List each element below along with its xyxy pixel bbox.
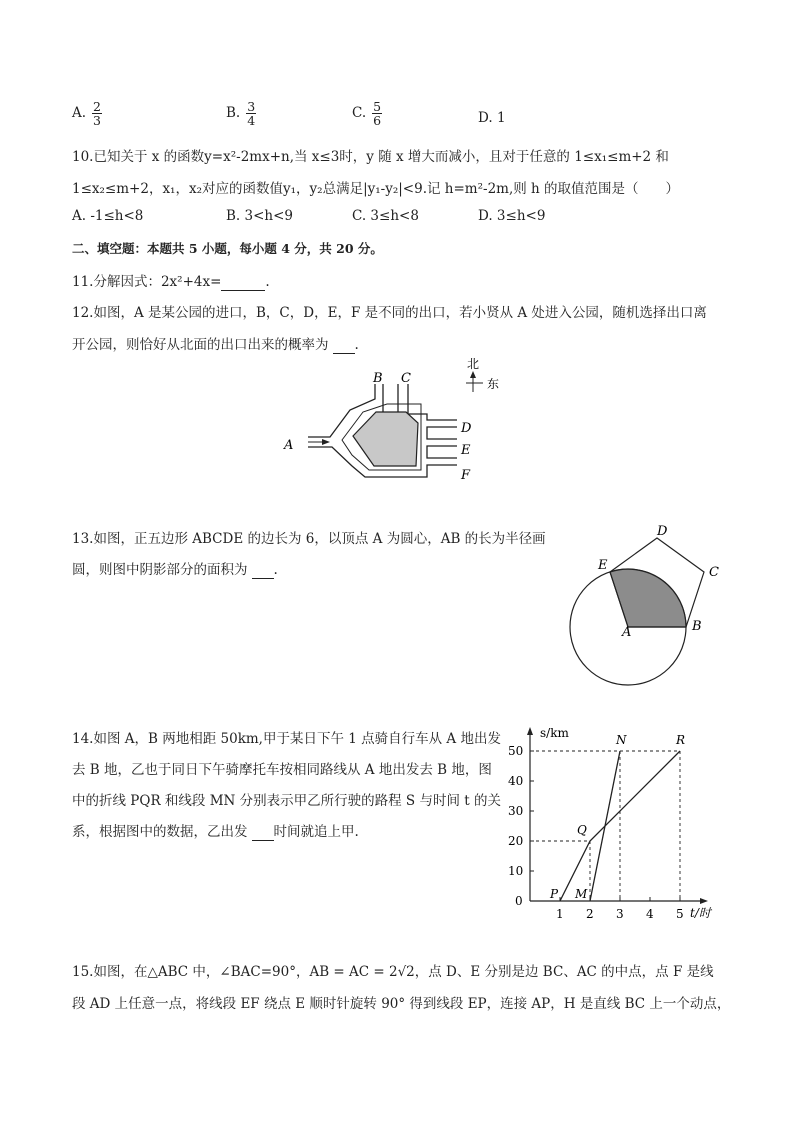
x-tick-label: 1 xyxy=(556,907,564,921)
q10-option-d: D. 3≤h<9 xyxy=(478,208,546,224)
shaded-sector xyxy=(610,569,686,627)
label-b: B xyxy=(373,371,383,386)
y-tick-label: 50 xyxy=(508,744,524,758)
y-axis-arrow xyxy=(527,727,533,735)
y-tick-label: 30 xyxy=(508,804,524,818)
q14-line1: 14.如图 A，B 两地相距 50km,甲于某日下午 1 点骑自行车从 A 地出发 xyxy=(72,731,501,747)
label-e: E xyxy=(598,558,608,573)
label-c: C xyxy=(401,371,411,386)
q10-line1: 10.已知关于 x 的函数y=x²-2mx+n,当 x≤3时，y 随 x 增大而减小，且对于任意的 1≤x₁≤m+2 和 xyxy=(72,149,669,165)
x-tick-label: 4 xyxy=(646,907,654,921)
q10-option-c: C. 3≤h<8 xyxy=(352,208,419,224)
point-label-p: P xyxy=(550,887,559,901)
series-mn xyxy=(590,751,620,901)
q15-line1: 15.如图，在△ABC 中，∠BAC=90°，AB = AC = 2√2，点 D、E 分别是边 BC、AC 的中点，点 F 是线 xyxy=(72,964,714,980)
compass-east-label: 东 xyxy=(487,377,500,391)
point-label-q: Q xyxy=(577,823,587,837)
q9-option-c: C. $\frac{5}{6}$ xyxy=(352,99,382,129)
q9-option-d: D. 1 xyxy=(478,110,506,126)
distance-time-chart xyxy=(500,722,740,927)
q14-line4: 系，根据图中的数据，乙出发 时间就追上甲. xyxy=(72,824,359,840)
fraction: $\frac{3}{4}$ xyxy=(247,99,256,129)
compass-north-head xyxy=(470,371,476,378)
q10-option-b: B. 3<h<9 xyxy=(226,208,293,224)
q10-option-a: A. -1≤h<8 xyxy=(72,208,144,224)
answer-blank[interactable] xyxy=(252,562,274,579)
label-b: B xyxy=(692,619,702,634)
q13-line1: 13.如图，正五边形 ABCDE 的边长为 6，以顶点 A 为圆心，AB 的长为半径画 xyxy=(72,531,546,547)
point-label-r: R xyxy=(676,733,686,747)
label-a: A xyxy=(622,625,632,640)
label-d: D xyxy=(657,524,668,539)
y-axis-label: s/km xyxy=(540,726,569,740)
label-f: F xyxy=(461,468,471,483)
q12-line1: 12.如图，A 是某公园的进口，B，C，D，E，F 是不同的出口，若小贤从 A 处进入公园，随机选择出口离 xyxy=(72,305,707,321)
x-axis-arrow xyxy=(700,898,708,904)
q13-line2: 圆，则图中阴影部分的面积为 . xyxy=(72,562,278,578)
q15-line2: 段 AD 上任意一点，将线段 EF 绕点 E 顺时针旋转 90° 得到线段 EP，连接 AP，H 是直线 BC 上一个动点， xyxy=(72,996,731,1012)
q9-option-b: B. $\frac{3}{4}$ xyxy=(226,99,256,129)
park-pentagon xyxy=(353,412,418,466)
x-axis-label: t/时 xyxy=(690,906,711,920)
label-c: C xyxy=(709,565,719,580)
q9-option-a: A. $\frac{2}{3}$ xyxy=(72,99,101,129)
q10-line2: 1≤x₂≤m+2，x₁，x₂对应的函数值y₁，y₂总满足|y₁-y₂|<9.记 h=m²-2m,则 h 的取值范围是（ ） xyxy=(72,181,680,197)
label-d: D xyxy=(461,421,472,436)
fraction: $\frac{2}{3}$ xyxy=(93,99,101,129)
q14-line2: 去 B 地，乙也于同日下午骑摩托车按相同路线从 A 地出发去 B 地，图 xyxy=(72,762,492,778)
x-tick-label: 5 xyxy=(676,907,684,921)
y-tick-label: 40 xyxy=(508,774,524,788)
answer-blank[interactable] xyxy=(221,274,265,291)
label-e: E xyxy=(461,443,471,458)
park-diagram xyxy=(275,352,515,497)
q11: 11.分解因式：2x²+4x= . xyxy=(72,274,270,290)
y-tick-label: 10 xyxy=(508,864,524,878)
fraction: $\frac{5}{6}$ xyxy=(373,99,382,129)
answer-blank[interactable] xyxy=(252,824,274,841)
entry-arrow-head xyxy=(322,439,330,445)
pentagon-circle-figure xyxy=(568,520,738,690)
y-tick-label: 0 xyxy=(515,894,523,908)
section-title: 二、填空题：本题共 5 小题，每小题 4 分，共 20 分。 xyxy=(72,241,383,256)
compass-north-label: 北 xyxy=(467,357,480,371)
q12-line2: 开公园，则恰好从北面的出口出来的概率为 . xyxy=(72,337,359,353)
label-a: A xyxy=(284,438,294,453)
x-tick-label: 3 xyxy=(616,907,624,921)
y-tick-label: 20 xyxy=(508,834,524,848)
point-label-n: N xyxy=(616,733,627,747)
x-tick-label: 2 xyxy=(586,907,594,921)
point-label-m: M xyxy=(575,887,588,901)
q14-line3: 中的折线 PQR 和线段 MN 分别表示甲乙所行驶的路程 S 与时间 t 的关 xyxy=(72,793,501,809)
